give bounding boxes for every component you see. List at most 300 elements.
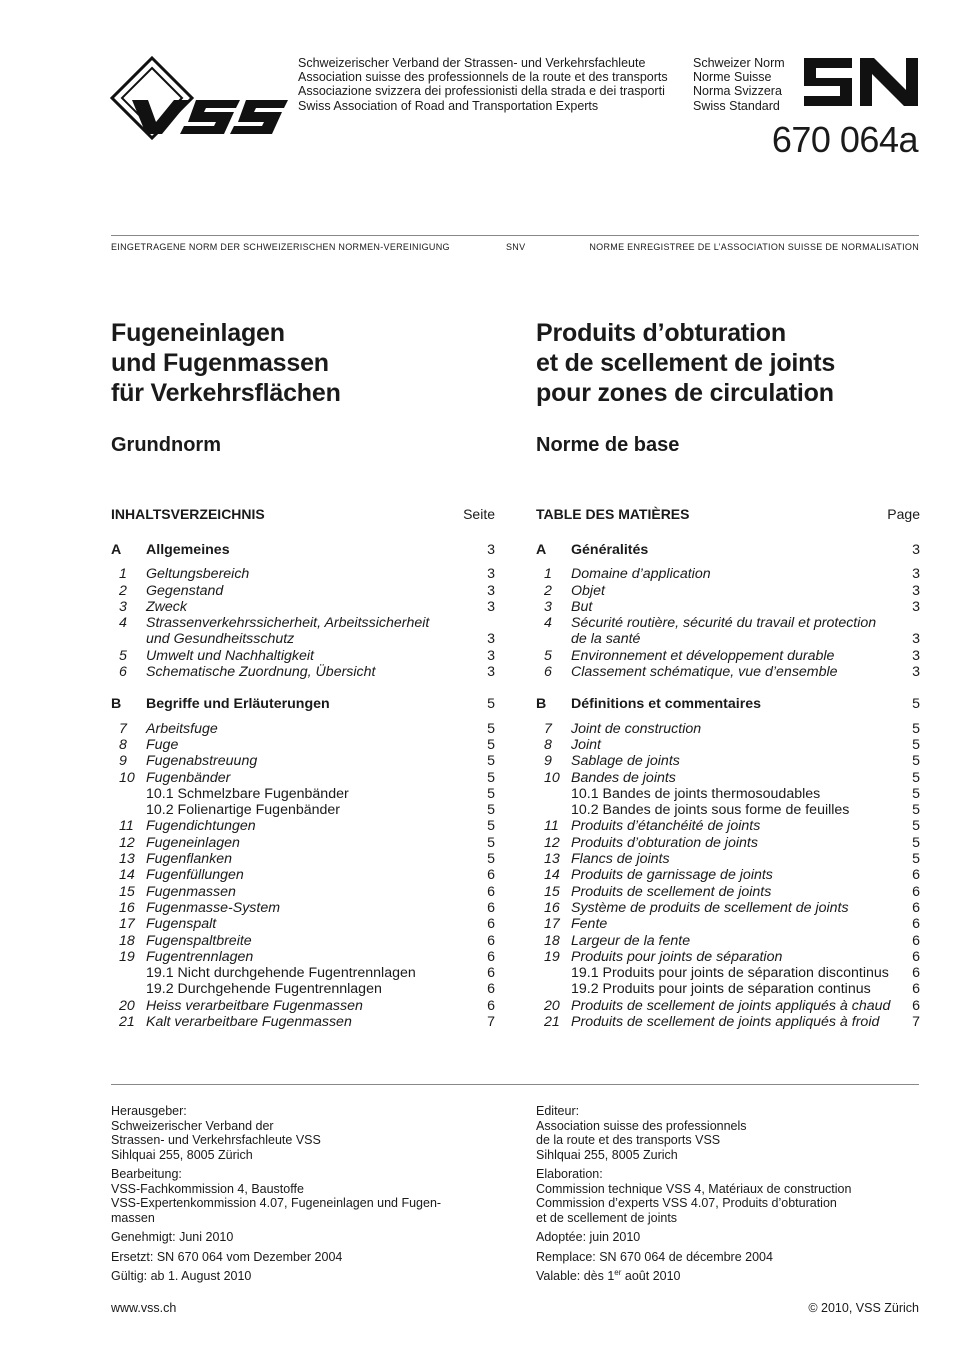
toc-page-number: 7 xyxy=(912,1014,920,1031)
imprint-line: Gültig: ab 1. August 2010 xyxy=(111,1269,252,1283)
toc-item-label: Produits d’étanchéité de joints xyxy=(571,818,761,835)
toc-item-label: 10.2 Bandes de joints sous forme de feuilles xyxy=(571,802,850,819)
title-line: für Verkehrsflächen xyxy=(111,379,341,407)
subtitle-de: Grundnorm xyxy=(111,434,221,456)
toc-item-label: Fugenmassen xyxy=(146,883,236,900)
toc-item-number xyxy=(111,981,146,997)
toc-item-row xyxy=(536,981,920,997)
toc-item-row xyxy=(111,583,495,599)
toc-section-row xyxy=(111,696,495,712)
toc-page-number: 6 xyxy=(912,981,920,998)
toc-item-row xyxy=(111,981,495,997)
title-line: pour zones de circulation xyxy=(536,379,834,407)
toc-section-row xyxy=(111,542,495,558)
toc-item-number: 13 xyxy=(544,851,560,868)
toc-page-number: 7 xyxy=(487,1014,495,1031)
toc-item-number: 19 xyxy=(119,948,135,965)
toc-item-number: 6 xyxy=(544,664,552,681)
toc-item-number: 17 xyxy=(119,916,135,933)
toc-item-row xyxy=(536,786,920,802)
toc-item-row xyxy=(111,933,495,949)
toc-item-label: Arbeitsfuge xyxy=(146,720,218,737)
toc-body xyxy=(536,526,920,1030)
spacer xyxy=(536,713,920,721)
toc-item-number xyxy=(111,965,146,981)
toc-item-label: Produits de garnissage de joints xyxy=(571,867,773,884)
toc-item-label: Fugenspalt xyxy=(146,916,217,933)
toc-item-row xyxy=(111,867,495,883)
toc-item-label: Fugenfüllungen xyxy=(146,867,244,884)
toc-page-number: 5 xyxy=(487,720,495,737)
imprint-block xyxy=(536,1104,916,1162)
toc-page-number: 5 xyxy=(912,696,920,713)
toc-de xyxy=(111,506,495,1030)
toc-item-number: 18 xyxy=(544,932,560,949)
page-label: Seite xyxy=(463,506,495,522)
imprint-line: Commission technique VSS 4, Matériaux de construction xyxy=(536,1181,852,1196)
toc-page-number: 6 xyxy=(912,899,920,916)
toc-page-number: 5 xyxy=(487,696,495,713)
toc-item-number: 14 xyxy=(544,867,560,884)
toc-item-row xyxy=(536,753,920,769)
toc-item-number: 1 xyxy=(544,566,552,583)
toc-item-label: Produits de scellement de joints xyxy=(571,883,772,900)
toc-item-label: Fugentrennlagen xyxy=(146,948,254,965)
page-label: Page xyxy=(887,506,920,522)
norm-line: Norma Svizzera xyxy=(693,84,782,99)
imprint-line: VSS-Expertenkommission 4.07, Fugeneinlagen und Fugen- xyxy=(111,1196,442,1210)
imprint-line: Sihlquai 255, 8005 Zürich xyxy=(111,1147,253,1162)
toc-page-number: 5 xyxy=(912,834,920,851)
toc-item-number: 15 xyxy=(544,883,560,900)
toc-item-label: Fugenflanken xyxy=(146,851,232,868)
title-line: Produits d’obturation xyxy=(536,319,786,347)
imprint-block xyxy=(111,1250,491,1265)
toc-page-number: 3 xyxy=(487,664,495,681)
toc-page-number: 5 xyxy=(487,818,495,835)
toc-item-label: Objet xyxy=(571,582,605,599)
toc-item-number: 7 xyxy=(119,720,127,737)
toc-item-row xyxy=(536,1014,920,1030)
toc-item-number: 3 xyxy=(119,598,127,615)
toc-item-number: 21 xyxy=(119,1014,135,1031)
toc-page-number: 3 xyxy=(487,598,495,615)
toc-item-number: 2 xyxy=(119,582,127,599)
imprint-block xyxy=(536,1167,916,1225)
toc-item-number: 18 xyxy=(119,932,135,949)
toc-item-row xyxy=(536,599,920,615)
toc-item-row xyxy=(111,648,495,664)
toc-page-number: 5 xyxy=(487,851,495,868)
imprint-line: Strassen- und Verkehrsfachleute VSS xyxy=(111,1133,321,1147)
toc-item-label: Gegenstand xyxy=(146,582,224,599)
toc-item-number: 8 xyxy=(119,736,127,753)
toc-page-number: 6 xyxy=(912,932,920,949)
toc-item-label: Fugeneinlagen xyxy=(146,834,240,851)
toc-item-label: Domaine d’application xyxy=(571,566,711,583)
norm-line: Schweizer Norm xyxy=(693,56,785,70)
toc-page-number: 6 xyxy=(487,932,495,949)
toc-item-row xyxy=(111,786,495,802)
imprint-line: Ersetzt: SN 670 064 vom Dezember 2004 xyxy=(111,1249,343,1264)
toc-page-number: 6 xyxy=(912,867,920,884)
imprint-line: de la route et des transports VSS xyxy=(536,1133,721,1147)
toc-item-row xyxy=(111,916,495,932)
toc-item-number: 21 xyxy=(544,1014,560,1031)
toc-header xyxy=(536,506,920,526)
toc-item-row xyxy=(111,835,495,851)
toc-item-number: 9 xyxy=(544,753,552,770)
imprint-fr xyxy=(536,1104,916,1289)
toc-title: TABLE DES MATIÈRES xyxy=(536,506,690,522)
toc-item-label: Environnement et développement durable xyxy=(571,647,835,664)
toc-item-label: Sablage de joints xyxy=(571,753,680,770)
toc-item-row xyxy=(536,631,920,647)
toc-item-label: Largeur de la fente xyxy=(571,932,691,949)
title-line: Fugeneinlagen xyxy=(111,319,285,347)
spacer xyxy=(536,526,920,542)
title-fr xyxy=(536,318,835,408)
toc-page-number: 6 xyxy=(912,965,920,982)
toc-item-label: Fugenabstreuung xyxy=(146,753,258,770)
imprint-line: Commission d’experts VSS 4.07, Produits d’obturation xyxy=(536,1196,837,1210)
toc-page-number xyxy=(481,615,495,631)
toc-item-row xyxy=(111,818,495,834)
toc-section-number: A xyxy=(111,542,122,558)
toc-section-row xyxy=(536,542,920,558)
toc-item-row xyxy=(111,949,495,965)
toc-item-number: 10 xyxy=(544,769,560,786)
toc-page-number: 3 xyxy=(912,566,920,583)
sn-logo xyxy=(802,56,920,113)
toc-item-label: Joint xyxy=(571,736,601,753)
imprint-line: Herausgeber: xyxy=(111,1104,187,1118)
toc-page-number: 6 xyxy=(487,997,495,1014)
toc-item-row xyxy=(111,631,495,647)
website-link[interactable]: www.vss.ch xyxy=(111,1301,177,1315)
toc-item-row xyxy=(536,583,920,599)
valid-sup: er xyxy=(614,1267,622,1277)
toc-item-label: und Gesundheitsschutz xyxy=(146,631,295,648)
spacer xyxy=(111,558,495,566)
toc-item-row xyxy=(536,949,920,965)
toc-item-row xyxy=(536,835,920,851)
toc-item-number: 7 xyxy=(544,720,552,737)
toc-section-number: B xyxy=(111,696,122,713)
toc-item-row xyxy=(536,851,920,867)
toc-page-number: 5 xyxy=(912,753,920,770)
toc-item-label: Fente xyxy=(571,916,608,933)
toc-item-label: Bandes de joints xyxy=(571,769,676,786)
toc-page-number: 3 xyxy=(487,582,495,599)
toc-item-label: But xyxy=(571,598,593,615)
toc-item-number: 6 xyxy=(119,664,127,681)
imprint-line: VSS-Fachkommission 4, Baustoffe xyxy=(111,1181,304,1196)
toc-item-number: 11 xyxy=(544,818,559,835)
toc-item-row xyxy=(536,916,920,932)
toc-item-row xyxy=(536,648,920,664)
divider xyxy=(111,235,919,236)
toc-page-number: 5 xyxy=(487,802,495,819)
toc-item-label: de la santé xyxy=(571,631,641,648)
toc-item-row xyxy=(536,867,920,883)
toc-section-number: B xyxy=(536,696,547,713)
toc-item-label: 10.1 Schmelzbare Fugenbänder xyxy=(146,785,349,802)
toc-item-row xyxy=(111,753,495,769)
association-line: Associazione svizzera dei professionisti della strada e dei trasporti xyxy=(298,84,665,99)
imprint-line: Genehmigt: Juni 2010 xyxy=(111,1230,234,1244)
toc-item-number: 5 xyxy=(544,647,552,664)
toc-item-label: Produits pour joints de séparation xyxy=(571,948,783,965)
imprint-line: Elaboration: xyxy=(536,1167,603,1181)
toc-item-row xyxy=(536,998,920,1014)
toc-item-row xyxy=(111,900,495,916)
imprint-block xyxy=(536,1230,916,1245)
toc-item-number: 4 xyxy=(119,615,127,632)
toc-page-number: 5 xyxy=(487,769,495,786)
toc-item-label: Fugenbänder xyxy=(146,769,231,786)
imprint-line: Sihlquai 255, 8005 Zurich xyxy=(536,1147,678,1162)
toc-item-row xyxy=(111,770,495,786)
imprint-line: Editeur: xyxy=(536,1104,580,1118)
toc-item-label: Sécurité routière, sécurité du travail et protection xyxy=(571,615,877,632)
toc-item-row xyxy=(111,802,495,818)
toc-item-number: 2 xyxy=(544,582,552,599)
toc-item-row xyxy=(536,721,920,737)
toc-item-number: 13 xyxy=(119,851,135,868)
toc-page-number: 6 xyxy=(487,899,495,916)
toc-page-number: 3 xyxy=(912,582,920,599)
toc-page-number: 5 xyxy=(487,736,495,753)
norm-line: Norme Suisse xyxy=(693,70,772,85)
toc-item-number: 3 xyxy=(544,598,552,615)
spacer xyxy=(111,680,495,696)
toc-item-label: 19.1 Nicht durchgehende Fugentrennlagen xyxy=(146,965,416,982)
toc-item-label: Fuge xyxy=(146,736,179,753)
toc-item-row xyxy=(111,851,495,867)
norm-line: Swiss Standard xyxy=(693,98,780,113)
toc-item-number xyxy=(536,965,571,981)
toc-section-label: Begriffe und Erläuterungen xyxy=(146,696,330,713)
toc-item-label: 19.2 Produits pour joints de séparation continus xyxy=(571,981,871,998)
toc-item-row xyxy=(111,566,495,582)
norm-type xyxy=(693,56,785,113)
imprint-line: Bearbeitung: xyxy=(111,1167,182,1181)
toc-page-number: 3 xyxy=(912,542,920,558)
toc-item-label: Schematische Zuordnung, Übersicht xyxy=(146,664,376,681)
imprint-block xyxy=(536,1250,916,1265)
toc-item-number xyxy=(536,631,571,647)
toc-page-number: 3 xyxy=(912,647,920,664)
toc-page-number: 6 xyxy=(912,916,920,933)
toc-item-label: Produits d’obturation de joints xyxy=(571,834,758,851)
toc-item-row xyxy=(536,900,920,916)
toc-section-label: Définitions et commentaires xyxy=(571,696,762,713)
toc-section-label: Généralités xyxy=(571,542,649,558)
toc-item-number: 16 xyxy=(119,899,135,916)
toc-page-number: 5 xyxy=(912,720,920,737)
valid-from xyxy=(536,1269,916,1284)
title-line: et de scellement de joints xyxy=(536,349,836,377)
toc-item-label: Geltungsbereich xyxy=(146,566,250,583)
toc-page-number: 5 xyxy=(912,802,920,819)
toc-item-row xyxy=(536,615,920,631)
valid-suffix: août 2010 xyxy=(621,1269,681,1283)
toc-item-number xyxy=(111,786,146,802)
imprint-line: massen xyxy=(111,1210,155,1225)
registration-de: EINGETRAGENE NORM DER SCHWEIZERISCHEN NORMEN-VEREINIGUNG xyxy=(111,242,450,252)
spacer xyxy=(111,526,495,542)
toc-page-number: 3 xyxy=(912,664,920,681)
document-number: 670 064a xyxy=(771,119,918,160)
registration-snv: SNV xyxy=(506,242,526,252)
toc-item-number xyxy=(111,802,146,818)
toc-item-number: 11 xyxy=(119,818,134,835)
toc-item-label: Strassenverkehrssicherheit, Arbeitssicherheit xyxy=(146,615,430,632)
imprint-block xyxy=(111,1167,491,1225)
toc-item-number: 8 xyxy=(544,736,552,753)
toc-page-number: 5 xyxy=(912,769,920,786)
toc-page-number: 5 xyxy=(487,834,495,851)
toc-item-label: Fugenmasse-System xyxy=(146,899,281,916)
toc-item-label: Fugenspaltbreite xyxy=(146,932,252,949)
toc-item-label: Kalt verarbeitbare Fugenmassen xyxy=(146,1014,352,1031)
toc-item-number: 12 xyxy=(544,834,560,851)
toc-page-number: 5 xyxy=(912,851,920,868)
toc-item-row xyxy=(111,1014,495,1030)
toc-page-number: 6 xyxy=(487,867,495,884)
toc-item-label: 10.2 Folienartige Fugenbänder xyxy=(146,802,341,819)
valid-prefix: Valable: dès 1 xyxy=(536,1269,615,1283)
toc-item-number: 16 xyxy=(544,899,560,916)
toc-item-row xyxy=(111,965,495,981)
registration-fr: NORME ENREGISTREE DE L’ASSOCIATION SUISSE DE NORMALISATION xyxy=(589,242,919,252)
association-line: Association suisse des professionnels de la route et des transports xyxy=(298,70,668,85)
toc-item-label: Flancs de joints xyxy=(571,851,670,868)
toc-item-number: 5 xyxy=(119,647,127,664)
toc-item-number: 20 xyxy=(119,997,135,1014)
toc-page-number: 5 xyxy=(912,785,920,802)
toc-page-number xyxy=(906,615,920,631)
title-de xyxy=(111,318,341,408)
toc-item-number: 17 xyxy=(544,916,560,933)
toc-item-number xyxy=(536,802,571,818)
imprint-block xyxy=(111,1269,491,1284)
toc-item-row xyxy=(536,664,920,680)
toc-item-label: Classement schématique, vue d’ensemble xyxy=(571,664,838,681)
toc-item-number: 1 xyxy=(119,566,127,583)
toc-page-number: 6 xyxy=(487,883,495,900)
toc-item-row xyxy=(111,664,495,680)
toc-page-number: 6 xyxy=(912,997,920,1014)
toc-page-number: 6 xyxy=(487,965,495,982)
toc-item-row xyxy=(111,737,495,753)
toc-page-number: 6 xyxy=(487,948,495,965)
spacer xyxy=(111,713,495,721)
imprint-line: Adoptée: juin 2010 xyxy=(536,1230,641,1244)
toc-page-number: 3 xyxy=(912,631,920,648)
toc-page-number: 6 xyxy=(487,916,495,933)
toc-item-row xyxy=(111,998,495,1014)
copyright: © 2010, VSS Zürich xyxy=(808,1301,919,1315)
toc-item-row xyxy=(536,566,920,582)
spacer xyxy=(536,680,920,696)
toc-item-label: Produits de scellement de joints appliqués à froid xyxy=(571,1014,880,1031)
toc-item-number: 20 xyxy=(544,997,560,1014)
toc-page-number: 5 xyxy=(912,818,920,835)
toc-fr xyxy=(536,506,920,1030)
toc-item-number xyxy=(111,631,146,647)
toc-page-number: 6 xyxy=(487,981,495,998)
imprint-line: Association suisse des professionnels xyxy=(536,1118,747,1133)
toc-item-row xyxy=(111,615,495,631)
toc-item-label: 19.2 Durchgehende Fugentrennlagen xyxy=(146,981,382,998)
toc-item-label: Produits de scellement de joints appliqués à chaud xyxy=(571,997,891,1014)
imprint-block xyxy=(111,1230,491,1245)
toc-page-number: 6 xyxy=(912,883,920,900)
toc-item-row xyxy=(536,965,920,981)
toc-item-row xyxy=(536,770,920,786)
divider xyxy=(111,1084,919,1085)
toc-page-number: 5 xyxy=(912,736,920,753)
toc-item-label: 10.1 Bandes de joints thermosoudables xyxy=(571,785,821,802)
toc-item-label: 19.1 Produits pour joints de séparation discontinus xyxy=(571,965,889,982)
toc-item-row xyxy=(536,737,920,753)
toc-item-number: 15 xyxy=(119,883,135,900)
imprint-block xyxy=(111,1104,491,1162)
imprint-de xyxy=(111,1104,491,1289)
toc-item-number xyxy=(536,981,571,997)
association-names xyxy=(298,56,668,113)
association-line: Schweizerischer Verband der Strassen- und Verkehrsfachleute xyxy=(298,56,646,70)
toc-item-number: 14 xyxy=(119,867,135,884)
imprint-line: et de scellement de joints xyxy=(536,1210,678,1225)
toc-body xyxy=(111,526,495,1030)
toc-page-number: 3 xyxy=(912,598,920,615)
imprint-line: Schweizerischer Verband der xyxy=(111,1118,274,1133)
toc-item-row xyxy=(111,884,495,900)
toc-item-row xyxy=(536,818,920,834)
toc-section-row xyxy=(536,696,920,712)
toc-item-number: 19 xyxy=(544,948,560,965)
toc-item-label: Fugendichtungen xyxy=(146,818,256,835)
toc-item-label: Système de produits de scellement de joints xyxy=(571,899,849,916)
toc-page-number: 6 xyxy=(912,948,920,965)
toc-page-number: 5 xyxy=(487,785,495,802)
toc-item-label: Joint de construction xyxy=(571,720,702,737)
toc-item-number xyxy=(536,786,571,802)
toc-item-row xyxy=(536,933,920,949)
toc-page-number: 3 xyxy=(487,566,495,583)
toc-item-number: 4 xyxy=(544,615,552,632)
subtitle-fr: Norme de base xyxy=(536,434,680,456)
spacer xyxy=(536,558,920,566)
toc-page-number: 3 xyxy=(487,631,495,648)
toc-section-label: Allgemeines xyxy=(146,542,230,558)
imprint-line: Remplace: SN 670 064 de décembre 2004 xyxy=(536,1249,773,1264)
association-line: Swiss Association of Road and Transportation Experts xyxy=(298,98,599,113)
toc-item-label: Heiss verarbeitbare Fugenmassen xyxy=(146,997,363,1014)
title-line: und Fugenmassen xyxy=(111,349,329,377)
toc-title: INHALTSVERZEICHNIS xyxy=(111,506,265,522)
toc-item-number: 10 xyxy=(119,769,135,786)
toc-item-number: 12 xyxy=(119,834,135,851)
toc-item-number: 9 xyxy=(119,753,127,770)
toc-page-number: 3 xyxy=(487,542,495,558)
toc-item-row xyxy=(536,802,920,818)
toc-page-number: 3 xyxy=(487,647,495,664)
toc-item-row xyxy=(111,721,495,737)
